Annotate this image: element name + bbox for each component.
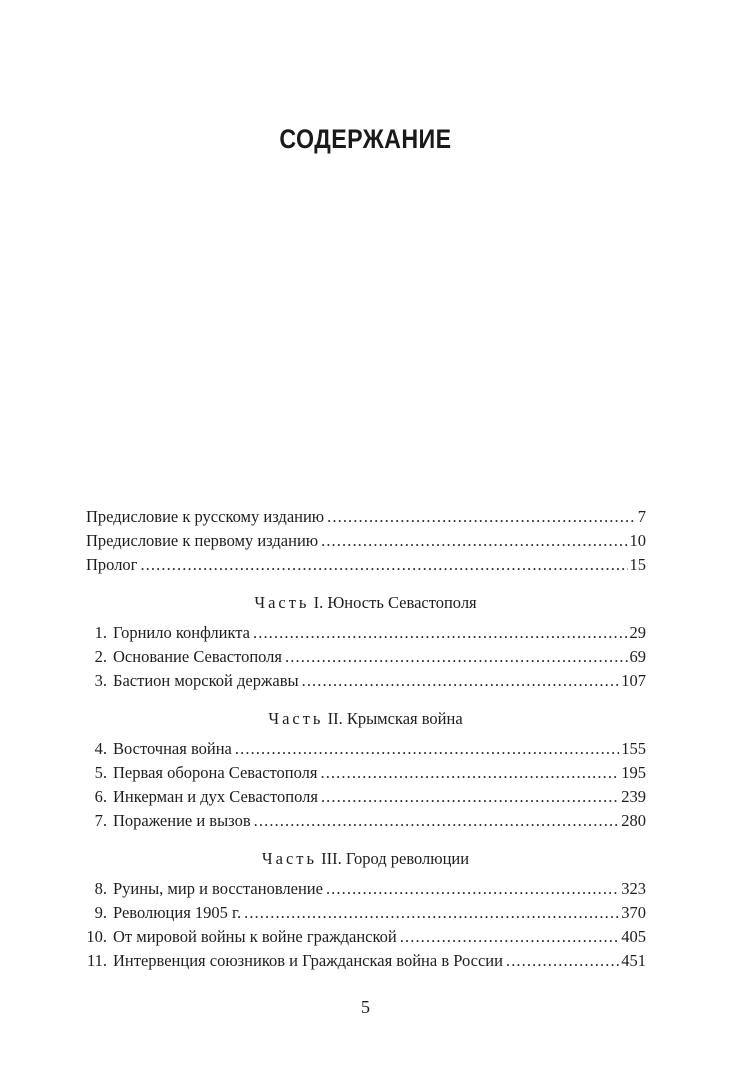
page-title: СОДЕРЖАНИЕ (279, 124, 452, 154)
dot-leader (326, 878, 619, 900)
toc-entry-label: Революция 1905 г. (113, 903, 242, 922)
dot-leader (327, 506, 636, 528)
chapter-number: 3. (94, 671, 107, 690)
toc-entry-preface-first[interactable] (86, 530, 646, 552)
toc-entry-chapter-11[interactable] (86, 950, 646, 972)
dot-leader (254, 810, 620, 832)
toc-entry-label: Поражение и вызов (113, 811, 251, 830)
toc-entry-label: От мировой войны к войне гражданской (113, 927, 397, 946)
toc-entry-chapter-2[interactable] (86, 646, 646, 668)
toc-entry-label: Руины, мир и восстановление (113, 879, 323, 898)
toc-entry-page: 15 (629, 555, 646, 574)
toc-entry-preface-russian[interactable] (86, 506, 646, 528)
toc-entry-page: 239 (621, 787, 646, 806)
toc-entry-label: Предисловие к русскому изданию (86, 507, 325, 526)
dot-leader (321, 786, 619, 808)
dot-leader (321, 530, 627, 552)
toc-entry-chapter-1[interactable] (86, 622, 646, 644)
chapter-number: 9. (94, 903, 107, 922)
toc-entry-chapter-8[interactable] (86, 878, 646, 900)
part-heading-3 (0, 848, 731, 870)
toc-entry-page: 69 (629, 647, 646, 666)
page-number: 5 (361, 997, 370, 1017)
part-word: Часть (261, 849, 318, 868)
toc-entry-label: Пролог (86, 555, 138, 574)
part-numeral: I. (313, 593, 324, 612)
toc-entry-page: 10 (629, 531, 646, 550)
dot-leader (235, 738, 619, 760)
part-title: Город революции (345, 849, 470, 868)
toc-entry-prologue[interactable] (86, 554, 646, 576)
toc-entry-label: Основание Севастополя (113, 647, 283, 666)
toc-entry-page: 107 (621, 671, 646, 690)
chapter-number: 7. (94, 811, 107, 830)
part-numeral: III. (321, 849, 342, 868)
dot-leader (285, 646, 627, 668)
part-word: Часть (254, 593, 310, 612)
chapter-number: 11. (86, 951, 107, 970)
toc-entry-page: 370 (621, 903, 646, 922)
chapter-number: 4. (94, 739, 107, 758)
toc-entry-chapter-5[interactable] (86, 762, 646, 784)
part-heading-1 (0, 592, 731, 614)
toc-entry-page: 7 (637, 507, 646, 526)
toc-entry-page: 323 (621, 879, 646, 898)
part-heading-2 (0, 708, 731, 730)
part-word: Часть (268, 709, 324, 728)
toc-entry-label: Интервенция союзников и Гражданская война в России (113, 951, 503, 970)
dot-leader (253, 622, 628, 644)
part-title: Крымская война (346, 709, 463, 728)
toc-entry-page: 195 (621, 763, 646, 782)
toc-entry-page: 155 (621, 739, 646, 758)
toc-entry-chapter-7[interactable] (86, 810, 646, 832)
toc-entry-chapter-4[interactable] (86, 738, 646, 760)
dot-leader (140, 554, 627, 576)
toc-entry-chapter-3[interactable] (86, 670, 646, 692)
part-title: Юность Севастополя (327, 593, 477, 612)
toc-entry-chapter-6[interactable] (86, 786, 646, 808)
toc-entry-label: Первая оборона Севастополя (113, 763, 318, 782)
dot-leader (400, 926, 619, 948)
toc-entry-label: Горнило конфликта (113, 623, 250, 642)
toc-entry-chapter-9[interactable] (86, 902, 646, 924)
dot-leader (302, 670, 620, 692)
toc-entry-label: Восточная война (113, 739, 232, 758)
dot-leader (244, 902, 619, 924)
toc-entry-page: 29 (629, 623, 646, 642)
chapter-number: 5. (94, 763, 107, 782)
chapter-number: 8. (94, 879, 107, 898)
chapter-number: 6. (94, 787, 107, 806)
toc-entry-label: Предисловие к первому изданию (86, 531, 319, 550)
chapter-number: 2. (94, 647, 107, 666)
dot-leader (320, 762, 619, 784)
dot-leader (506, 950, 619, 972)
toc-entry-page: 451 (621, 951, 646, 970)
toc-entry-page: 405 (621, 927, 646, 946)
toc-entry-label: Инкерман и дух Севастополя (113, 787, 318, 806)
toc-entry-page: 280 (621, 811, 646, 830)
chapter-number: 10. (86, 927, 107, 946)
toc-entry-chapter-10[interactable] (86, 926, 646, 948)
toc-entry-label: Бастион морской державы (113, 671, 299, 690)
chapter-number: 1. (94, 623, 107, 642)
part-numeral: II. (327, 709, 343, 728)
